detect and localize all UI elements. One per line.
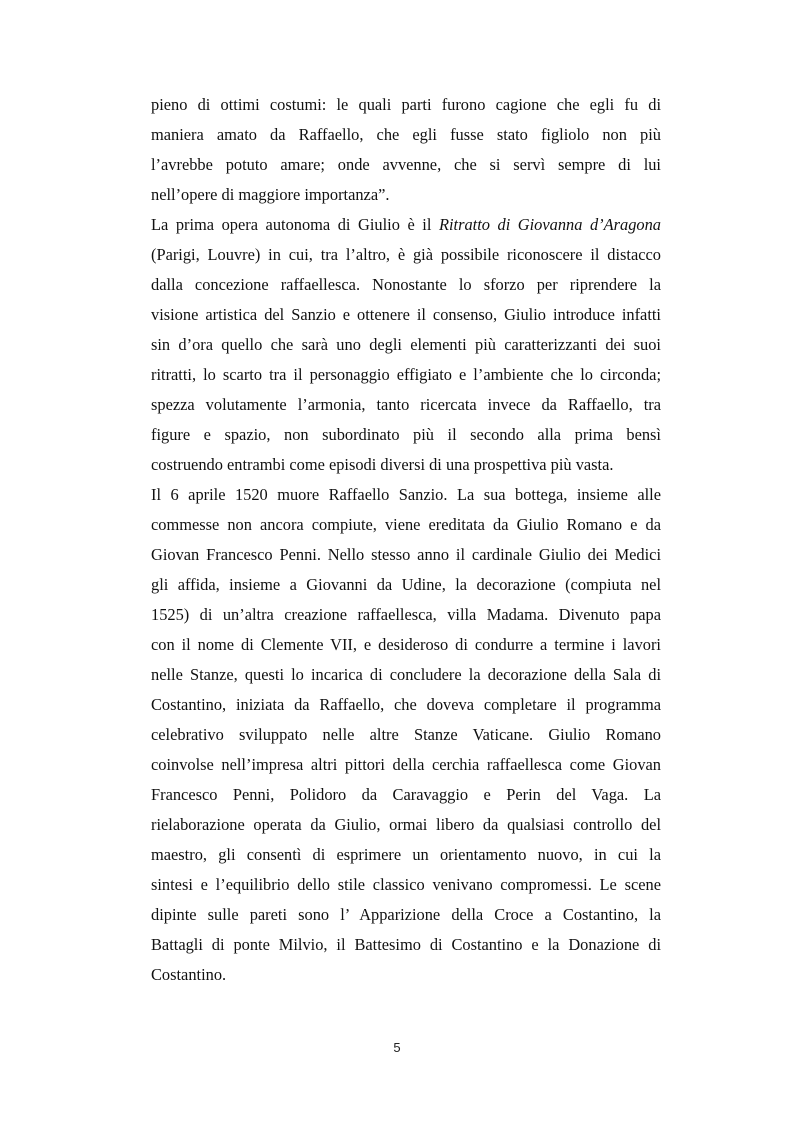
text-line: nelle Stanze, questi lo incarica di concludere la decorazione della Sala di	[151, 665, 661, 684]
text-line	[151, 210, 661, 240]
text-segment: La prima opera autonoma di Giulio è il	[151, 215, 439, 234]
text-line: commesse non ancora compiute, viene ereditata da Giulio Romano e da	[151, 515, 661, 534]
text-line: dalla concezione raffaellesca. Nonostante lo sforzo per riprendere la	[151, 275, 661, 294]
text-line: 1525) di un’altra creazione raffaellesca, villa Madama. Divenuto papa	[151, 605, 661, 624]
text-line: sin d’ora quello che sarà uno degli elementi più caratterizzanti dei suoi	[151, 335, 661, 354]
text-line: rielaborazione operata da Giulio, ormai libero da qualsiasi controllo del	[151, 815, 661, 834]
page-number: 5	[393, 1040, 401, 1055]
text-line: Costantino, iniziata da Raffaello, che doveva completare il programma	[151, 695, 661, 714]
paragraph-p1	[151, 90, 661, 210]
text-line: costruendo entrambi come episodi diversi di una prospettiva più vasta.	[151, 455, 614, 474]
text-line: l’avrebbe potuto amare; onde avvenne, che si servì sempre di lui	[151, 155, 661, 174]
text-line: pieno di ottimi costumi: le quali parti furono cagione che egli fu di	[151, 95, 661, 114]
text-line: sintesi e l’equilibrio dello stile classico venivano compromessi. Le scene	[151, 875, 661, 894]
text-line: nell’opere di maggiore importanza”.	[151, 185, 390, 204]
text-line: Costantino.	[151, 965, 227, 984]
text-line: celebrativo sviluppato nelle altre Stanze Vaticane. Giulio Romano	[151, 725, 661, 744]
body-text	[151, 90, 661, 990]
artwork-title: Ritratto di Giovanna d’Aragona	[438, 215, 662, 234]
text-line: dipinte sulle pareti sono l’ Apparizione della Croce a Costantino, la	[151, 905, 661, 924]
text-line: Battagli di ponte Milvio, il Battesimo di Costantino e la Donazione di	[151, 935, 661, 954]
text-line: maniera amato da Raffaello, che egli fusse stato figliolo non più	[151, 125, 661, 144]
text-line: Giovan Francesco Penni. Nello stesso anno il cardinale Giulio dei Medici	[151, 545, 661, 564]
text-line: maestro, gli consentì di esprimere un orientamento nuovo, in cui la	[151, 845, 661, 864]
text-line: con il nome di Clemente VII, e desideroso di condurre a termine i lavori	[151, 635, 661, 654]
text-line: (Parigi, Louvre) in cui, tra l’altro, è già possibile riconoscere il distacco	[151, 245, 661, 264]
text-line: gli affida, insieme a Giovanni da Udine, la decorazione (compiuta nel	[151, 575, 661, 594]
text-line: figure e spazio, non subordinato più il secondo alla prima bensì	[151, 425, 661, 444]
text-line: ritratti, lo scarto tra il personaggio effigiato e l’ambiente che lo circonda;	[151, 365, 661, 384]
text-line: coinvolse nell’impresa altri pittori della cerchia raffaellesca come Giovan	[151, 755, 661, 774]
text-line: spezza volutamente l’armonia, tanto ricercata invece da Raffaello, tra	[151, 395, 661, 414]
text-line: Il 6 aprile 1520 muore Raffaello Sanzio. La sua bottega, insieme alle	[151, 485, 661, 504]
paragraph-p2	[151, 210, 661, 480]
paragraph-p3	[151, 480, 661, 990]
text-line: Francesco Penni, Polidoro da Caravaggio e Perin del Vaga. La	[151, 785, 661, 804]
text-line: visione artistica del Sanzio e ottenere il consenso, Giulio introduce infatti	[151, 305, 661, 324]
